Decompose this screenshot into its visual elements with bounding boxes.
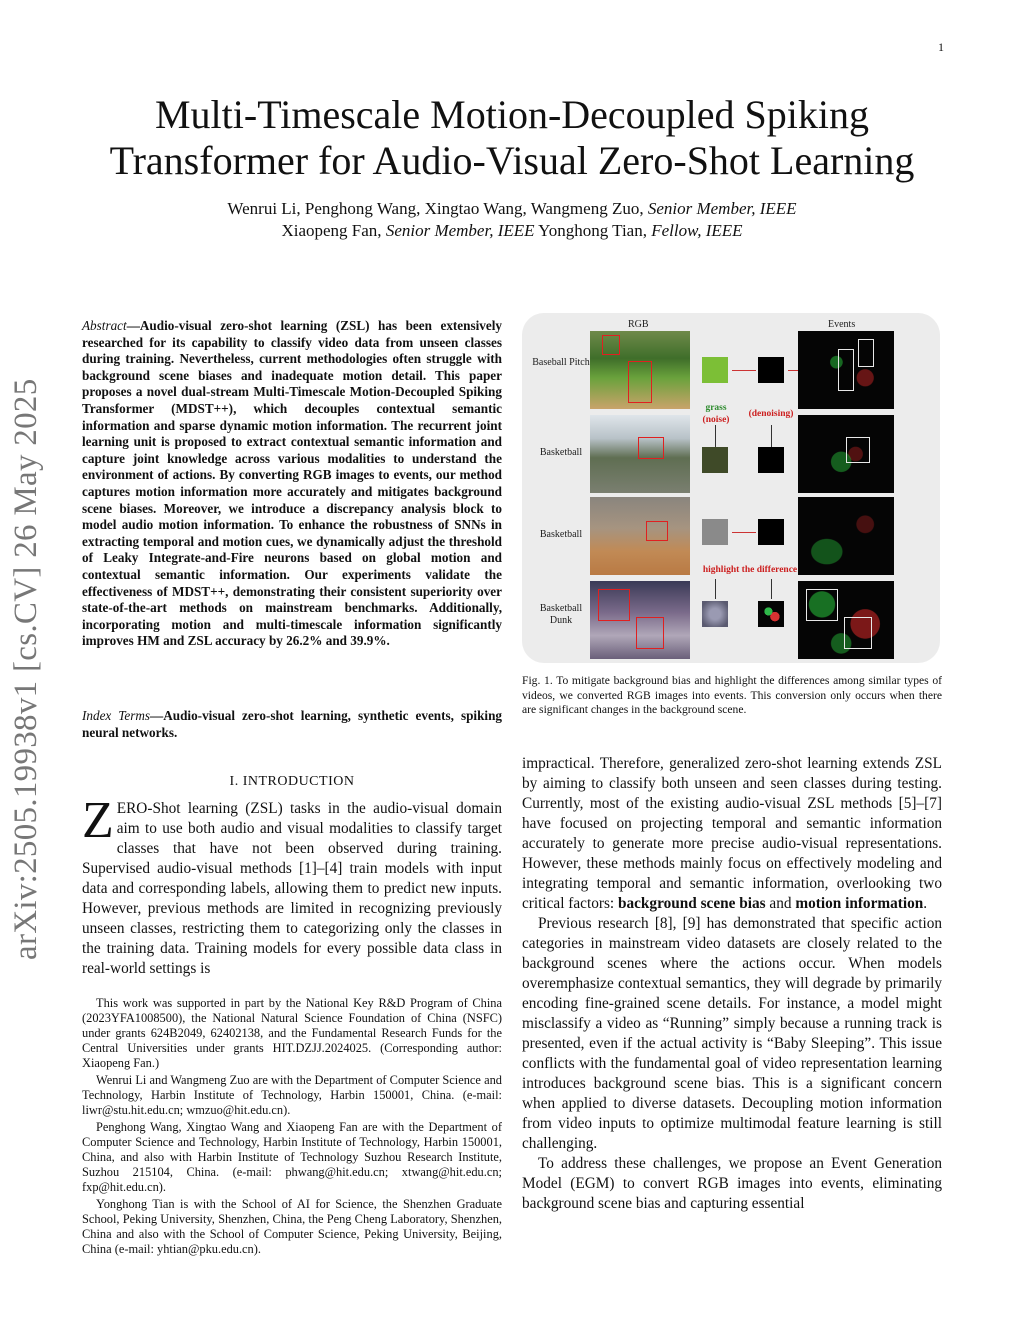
figure-header-rgb: RGB (628, 319, 649, 330)
right-p1-text: impractical. Therefore, generalized zero-shot learning extends ZSL by aiming to classify both unseen and seen classes during testing. Currently, most of the existing audio-visual ZSL methods [5]–[7] have focused on projecting temporal and semantic information accurately to generate more precise audio-visual representations. However, these methods mainly focus on effectively modeling and integrating temporal and semantic information, overlooking two critical factors: (522, 755, 942, 912)
patch-basketball-outdoor (702, 447, 728, 473)
row-label-baseball-pitch: Baseball Pitch (532, 357, 590, 368)
denoised-patch-2 (758, 447, 784, 473)
grass-patch (702, 357, 728, 383)
row-label-basketball-1: Basketball (539, 447, 583, 458)
abstract-text: —Audio-visual zero-shot learning (ZSL) has been extensively researched for its capability to classify video data from unseen classes during training. Nevertheless, current methodologies often struggle with background scene biases and inadequate motion detail. This paper proposes a novel dual-stream Multi-Timescale Motion-Decoupled Spiking Transformer (MDST++), which decouples contextual semantic information and sparse dynamic motion information. The recurrent joint learning unit is proposed to extract contextual semantic information and capture joint knowledge across various modalities to understand the environment of actions. By converting RGB images to events, our method captures motion information more accurately and mitigates background scene biases. Moreover, we introduce a discrepancy analysis block to model audio motion information. To enhance the robustness of SNNs in extracting temporal and motion cues, we dynamically adjust the threshold of Leaky Integrate-and-Fire neurons based on global motion and contextual semantic information. Our experiments validate the effectiveness of MDST++, demonstrating their consistent superiority over state-of-the-art methods on mainstream benchmarks. Additionally, incorporating motion and multi-timescale information significantly improves HM and ZSL accuracy by 26.2% and 39.9%. (82, 318, 502, 649)
footnote-funding: This work was supported in part by the National Key R&D Program of China (2023YFA1008500), the National Natural Science Foundation of China (NSFC) under grants 624B2049, 62402138, and the Fundamental Research Funds for the Central Universities under grants HIT.DZJJ.2024025. (Corresponding author: Xiaopeng Fan.) (82, 996, 502, 1070)
footnote-wang-fan: Penghong Wang, Xingtao Wang and Xiaopeng Fan are with the Department of Computer Science and Technology, Harbin Institute of Technology, Harbin 150001, China, and also with Harbin Institute of Technology Suzhou Research Institute, Suzhou 215104, China. (e-mail: phwang@hit.edu.cn; xtwang@hit.edu.cn; fxp@hit.edu.cn). (82, 1120, 502, 1194)
event-frame-baseball (798, 331, 894, 409)
author-names-1: Wenrui Li, Penghong Wang, Xingtao Wang, Wangmeng Zuo, (227, 199, 644, 218)
section-heading-introduction: I. INTRODUCTION (229, 774, 355, 789)
figure-header-events: Events (828, 319, 856, 330)
rgb-frame-basketball-outdoor (590, 415, 690, 493)
patch-basketball-indoor (702, 519, 728, 545)
row-label-basketball-2: Basketball (539, 529, 583, 540)
intro-paragraph: ERO-Shot learning (ZSL) tasks in the audio-visual domain aim to use both audio and visual modalities to classify target classes that have not been observed during training. Supervised audio-visual methods [1]–[4] train models with input data and corresponding labels, allowing them to predict new inputs. However, previous methods are limited in recognizing previously unseen classes, restricting them to categorizing only the classes in the training data. Training models for every possible data class in real-world settings is (82, 800, 502, 977)
patch-basketball-dunk (702, 601, 728, 627)
right-column-text (522, 754, 942, 1214)
title-line-2: Transformer for Audio-Visual Zero-Shot Learning (109, 138, 915, 183)
annotation-highlight: highlight the difference (702, 565, 798, 575)
arxiv-id: arXiv:2505.19938v1 [cs.CV] 26 May 2025 (8, 378, 44, 960)
authors-line-1 (80, 198, 944, 220)
drop-cap: Z (82, 792, 114, 849)
right-paragraph-2: Previous research [8], [9] has demonstrated that specific action categories in mainstream video datasets are closely related to the background scenes where the actions occur. When models overemphasize contextual semantics, they will degrade by primarily encoding fine-grained scene details. For instance, a model might misclassify a video as “Running” simply because a running track is presented, even if the actual activity is “Baby Sleeping”. This issue conflicts with the fundamental goal of video representation learning introduces background scene bias. This is a significant concern when applied to diverse datasets. Decoupling motion information from video inputs to optimize multimodal feature learning is still challenging. (522, 915, 942, 1152)
page-number: 1 (938, 40, 944, 54)
term-motion-information: motion information (795, 895, 924, 912)
highlighted-patch (758, 601, 784, 627)
right-p1-end: . (923, 895, 928, 912)
index-text: —Audio-visual zero-shot learning, synthetic events, spiking neural networks. (82, 708, 502, 740)
index-lead: Index Terms (82, 708, 151, 723)
term-background-bias: background scene bias (617, 895, 766, 912)
introduction-text (82, 792, 502, 979)
annotation-denoising: (denoising) (748, 409, 794, 419)
abstract-lead: Abstract (82, 318, 127, 333)
right-paragraph-3: To address these challenges, we propose an Event Generation Model (EGM) to convert RGB images into events, eliminating background scene bias and capturing essential (522, 1155, 942, 1212)
denoised-patch-3 (758, 519, 784, 545)
annotation-noise: (noise) (702, 415, 730, 425)
rgb-frame-baseball (590, 331, 690, 409)
figure-caption: Fig. 1. To mitigate background bias and highlight the differences among similar types of videos, we converted RGB images into events. This conversion only occurs when there are significant changes in the background scene. (522, 674, 942, 716)
denoised-patch-1 (758, 357, 784, 383)
index-terms (82, 708, 502, 741)
row-label-basketball-dunk: Basketball Dunk (539, 603, 583, 626)
event-frame-basketball-outdoor (798, 415, 894, 493)
author-name-tian: Yonghong Tian, (538, 221, 647, 240)
event-frame-basketball-indoor (798, 497, 894, 575)
footnote-tian: Yonghong Tian is with the School of AI for Science, the Shenzhen Graduate School, Peking University, Shenzhen, China, the Peng Cheng Laboratory, Shenzhen, China and also with the School of Computer Science, Peking University, Beijing, China (e-mail: yhtian@pku.edu.cn). (82, 1197, 502, 1256)
author-role-1: Senior Member, IEEE (647, 199, 797, 218)
abstract (82, 318, 502, 650)
figure-1 (522, 313, 940, 663)
right-p1-and: and (765, 895, 796, 912)
rgb-frame-basketball-dunk (590, 581, 690, 659)
right-paragraph-1 (522, 754, 942, 914)
authors-line-2 (80, 220, 944, 242)
paper-title (80, 92, 944, 184)
rgb-frame-basketball-indoor (590, 497, 690, 575)
annotation-grass (696, 403, 736, 414)
title-line-1: Multi-Timescale Motion-Decoupled Spiking (154, 92, 870, 137)
authors (80, 198, 944, 242)
author-name-fan: Xiaopeng Fan, (281, 221, 382, 240)
author-role-tian: Fellow, IEEE (651, 221, 743, 240)
event-frame-basketball-dunk (798, 581, 894, 659)
footnotes (82, 996, 502, 1259)
author-role-fan: Senior Member, IEEE (385, 221, 535, 240)
annotation-grass-word: grass (705, 403, 727, 413)
footnote-li-zuo: Wenrui Li and Wangmeng Zuo are with the Department of Computer Science and Technology, Harbin Institute of Technology, Harbin 150001, China. (e-mail: liwr@stu.hit.edu.cn; wmzuo@hit.edu.cn). (82, 1073, 502, 1117)
